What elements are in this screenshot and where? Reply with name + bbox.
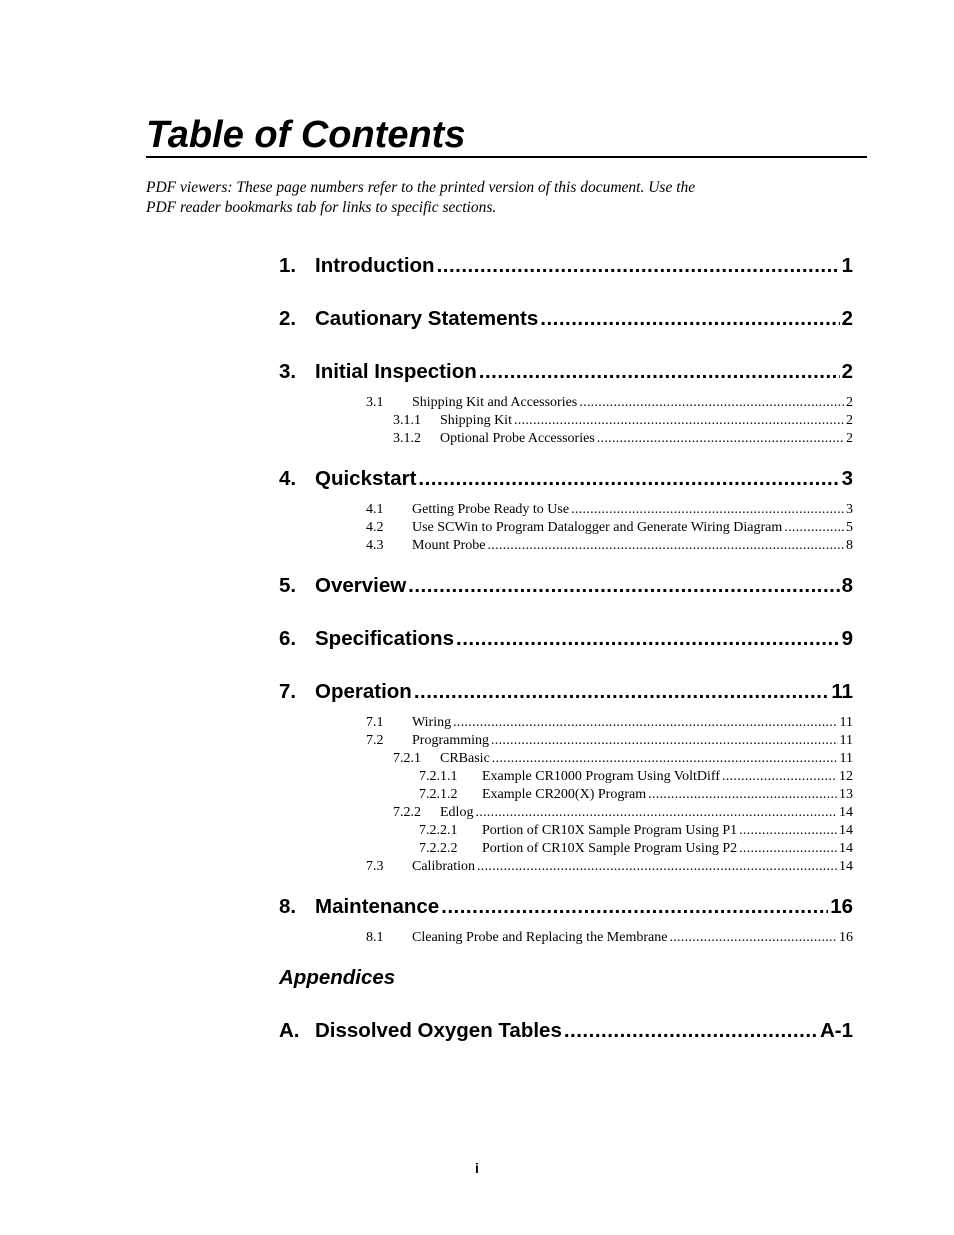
toc-entry-number: 7.2.1.1 bbox=[419, 769, 458, 784]
toc-entry-label: Programming bbox=[412, 733, 489, 748]
toc-entry-number: 7.2.1.2 bbox=[419, 787, 458, 802]
dot-leader bbox=[540, 307, 839, 331]
toc-entry-number: 8. bbox=[279, 895, 297, 918]
dot-leader bbox=[669, 930, 837, 946]
toc-entry-label: Cleaning Probe and Replacing the Membrane bbox=[412, 930, 668, 945]
toc-entry-number: 1. bbox=[279, 254, 297, 277]
dot-leader bbox=[739, 823, 837, 839]
toc-entry-label: Edlog bbox=[440, 805, 474, 820]
dot-leader bbox=[597, 431, 844, 447]
toc-entry-page: 14 bbox=[839, 841, 853, 856]
toc-entry-page: 3 bbox=[841, 467, 853, 490]
toc-entry-page: 5 bbox=[846, 520, 853, 535]
dot-leader bbox=[492, 751, 838, 767]
toc-entry-number: 7.1 bbox=[366, 715, 384, 730]
toc-subentry-example-cr1000[interactable] bbox=[419, 769, 853, 787]
toc-subentry-example-cr200x[interactable] bbox=[419, 787, 853, 805]
toc-entry-number: 3. bbox=[279, 360, 297, 383]
toc-entry-page: 13 bbox=[839, 787, 853, 802]
toc-entry-operation[interactable] bbox=[279, 680, 853, 708]
toc-entry-label: Calibration bbox=[412, 859, 475, 874]
toc-entry-number: 6. bbox=[279, 627, 297, 650]
toc-entry-number: 8.1 bbox=[366, 930, 384, 945]
toc-subentry-cr10x-p1[interactable] bbox=[419, 823, 853, 841]
toc-entry-label: Operation bbox=[315, 680, 412, 703]
toc-entry-number: 7.2.2.1 bbox=[419, 823, 458, 838]
page-title: Table of Contents bbox=[146, 114, 466, 156]
toc-entry-label: Example CR200(X) Program bbox=[482, 787, 647, 802]
toc-entry-number: 4.1 bbox=[366, 502, 384, 517]
toc-entry-number: 4. bbox=[279, 467, 297, 490]
toc-entry-number: 4.2 bbox=[366, 520, 384, 535]
toc-entry-label: Specifications bbox=[315, 627, 454, 650]
dot-leader bbox=[722, 769, 837, 785]
toc-entry-page: 2 bbox=[846, 431, 853, 446]
toc-entry-page: 14 bbox=[839, 805, 853, 820]
toc-entry-number: 3.1 bbox=[366, 395, 384, 410]
toc-entry-page: 9 bbox=[841, 627, 853, 650]
toc-entry-label: Portion of CR10X Sample Program Using P1 bbox=[482, 823, 738, 838]
toc-entry-overview[interactable] bbox=[279, 574, 853, 602]
toc-entry-page: 8 bbox=[841, 574, 853, 597]
toc-entry-label: Shipping Kit and Accessories bbox=[412, 395, 578, 410]
toc-entry-number: 7.2 bbox=[366, 733, 384, 748]
toc-entry-introduction[interactable] bbox=[279, 254, 853, 282]
toc-entry-label: Cautionary Statements bbox=[315, 307, 539, 330]
toc-subentry-use-scwin[interactable] bbox=[366, 520, 853, 538]
toc-entry-page: 12 bbox=[839, 769, 853, 784]
toc-entry-maintenance[interactable] bbox=[279, 895, 853, 923]
toc-entry-label: Use SCWin to Program Datalogger and Generate Wiring Diagram bbox=[412, 520, 783, 535]
toc-entry-quickstart[interactable] bbox=[279, 467, 853, 495]
toc-entry-page: 11 bbox=[839, 751, 853, 766]
toc-entry-number: 7.2.2 bbox=[393, 805, 421, 820]
toc-entry-cautionary-statements[interactable] bbox=[279, 307, 853, 335]
title-rule bbox=[146, 156, 867, 158]
toc-entry-number: 3.1.1 bbox=[393, 413, 421, 428]
note-line: PDF reader bookmarks tab for links to specific sections. bbox=[146, 199, 497, 216]
dot-leader bbox=[648, 787, 837, 803]
toc-subentry-shipping-kit[interactable] bbox=[393, 413, 853, 431]
page-number: i bbox=[475, 1160, 479, 1176]
toc-entry-number: 2. bbox=[279, 307, 297, 330]
toc-entry-number: 7. bbox=[279, 680, 297, 703]
dot-leader bbox=[579, 395, 844, 411]
dot-leader bbox=[408, 574, 839, 598]
toc-subentry-wiring[interactable] bbox=[366, 715, 853, 733]
toc-entry-label: Overview bbox=[315, 574, 407, 597]
dot-leader bbox=[564, 1019, 818, 1043]
toc-subentry-getting-probe-ready[interactable] bbox=[366, 502, 853, 520]
toc-entry-label: Mount Probe bbox=[412, 538, 486, 553]
appendices-heading: Appendices bbox=[279, 966, 396, 989]
toc-entry-page: A-1 bbox=[819, 1019, 853, 1042]
dot-leader bbox=[414, 680, 830, 704]
toc-entry-page: 11 bbox=[839, 733, 853, 748]
toc-entry-page: 2 bbox=[846, 413, 853, 428]
toc-entry-page: 14 bbox=[839, 859, 853, 874]
dot-leader bbox=[453, 715, 837, 731]
toc-entry-specifications[interactable] bbox=[279, 627, 853, 655]
dot-leader bbox=[437, 254, 840, 278]
toc-entry-number: 7.3 bbox=[366, 859, 384, 874]
toc-subentry-mount-probe[interactable] bbox=[366, 538, 853, 556]
dot-leader bbox=[784, 520, 844, 536]
toc-entry-page: 3 bbox=[846, 502, 853, 517]
toc-entry-number: 7.2.1 bbox=[393, 751, 421, 766]
toc-entry-label: CRBasic bbox=[440, 751, 490, 766]
dot-leader bbox=[488, 538, 845, 554]
dot-leader bbox=[456, 627, 840, 651]
toc-entry-label: Optional Probe Accessories bbox=[440, 431, 595, 446]
toc-entry-initial-inspection[interactable] bbox=[279, 360, 853, 388]
toc-entry-label: Getting Probe Ready to Use bbox=[412, 502, 570, 517]
dot-leader bbox=[739, 841, 837, 857]
toc-entry-page: 11 bbox=[839, 715, 853, 730]
toc-entry-number: 5. bbox=[279, 574, 297, 597]
toc-entry-page: 14 bbox=[839, 823, 853, 838]
toc-subentry-calibration[interactable] bbox=[366, 859, 853, 877]
toc-entry-number: A. bbox=[279, 1019, 300, 1042]
toc-entry-label: Introduction bbox=[315, 254, 435, 277]
dot-leader bbox=[514, 413, 844, 429]
toc-entry-label: Maintenance bbox=[315, 895, 440, 918]
toc-entry-page: 11 bbox=[831, 680, 853, 703]
toc-subentry-cr10x-p2[interactable] bbox=[419, 841, 853, 859]
dot-leader bbox=[418, 467, 839, 491]
toc-entry-label: Quickstart bbox=[315, 467, 417, 490]
toc-subentry-optional-probe-accessories[interactable] bbox=[393, 431, 853, 449]
dot-leader bbox=[477, 859, 837, 875]
toc-entry-page: 2 bbox=[846, 395, 853, 410]
dot-leader bbox=[441, 895, 828, 919]
toc-entry-number: 4.3 bbox=[366, 538, 384, 553]
note-line: PDF viewers: These page numbers refer to the printed version of this document. Use the bbox=[146, 179, 696, 196]
dot-leader bbox=[571, 502, 844, 518]
dot-leader bbox=[491, 733, 838, 749]
toc-entry-label: Portion of CR10X Sample Program Using P2 bbox=[482, 841, 738, 856]
dot-leader bbox=[479, 360, 840, 384]
toc-entry-label: Initial Inspection bbox=[315, 360, 477, 383]
toc-entry-label: Shipping Kit bbox=[440, 413, 512, 428]
toc-subentry-shipping-kit-and-accessories[interactable] bbox=[366, 395, 853, 413]
toc-entry-page: 8 bbox=[846, 538, 853, 553]
toc-entry-number: 7.2.2.2 bbox=[419, 841, 458, 856]
toc-entry-page: 16 bbox=[839, 930, 853, 945]
toc-entry-label: Wiring bbox=[412, 715, 452, 730]
toc-subentry-programming[interactable] bbox=[366, 733, 853, 751]
pdf-viewer-note bbox=[146, 178, 826, 218]
toc-entry-page: 16 bbox=[830, 895, 853, 918]
toc-subentry-cleaning-probe[interactable] bbox=[366, 930, 853, 948]
toc-entry-label: Dissolved Oxygen Tables bbox=[315, 1019, 562, 1042]
toc-subentry-crbasic[interactable] bbox=[393, 751, 853, 769]
toc-entry-dissolved-oxygen-tables[interactable] bbox=[279, 1019, 853, 1047]
toc-entry-number: 3.1.2 bbox=[393, 431, 421, 446]
toc-subentry-edlog[interactable] bbox=[393, 805, 853, 823]
dot-leader bbox=[475, 805, 837, 821]
toc-entry-page: 2 bbox=[841, 307, 853, 330]
toc-entry-page: 2 bbox=[841, 360, 853, 383]
toc-entry-label: Example CR1000 Program Using VoltDiff bbox=[482, 769, 720, 784]
toc-entry-page: 1 bbox=[841, 254, 853, 277]
